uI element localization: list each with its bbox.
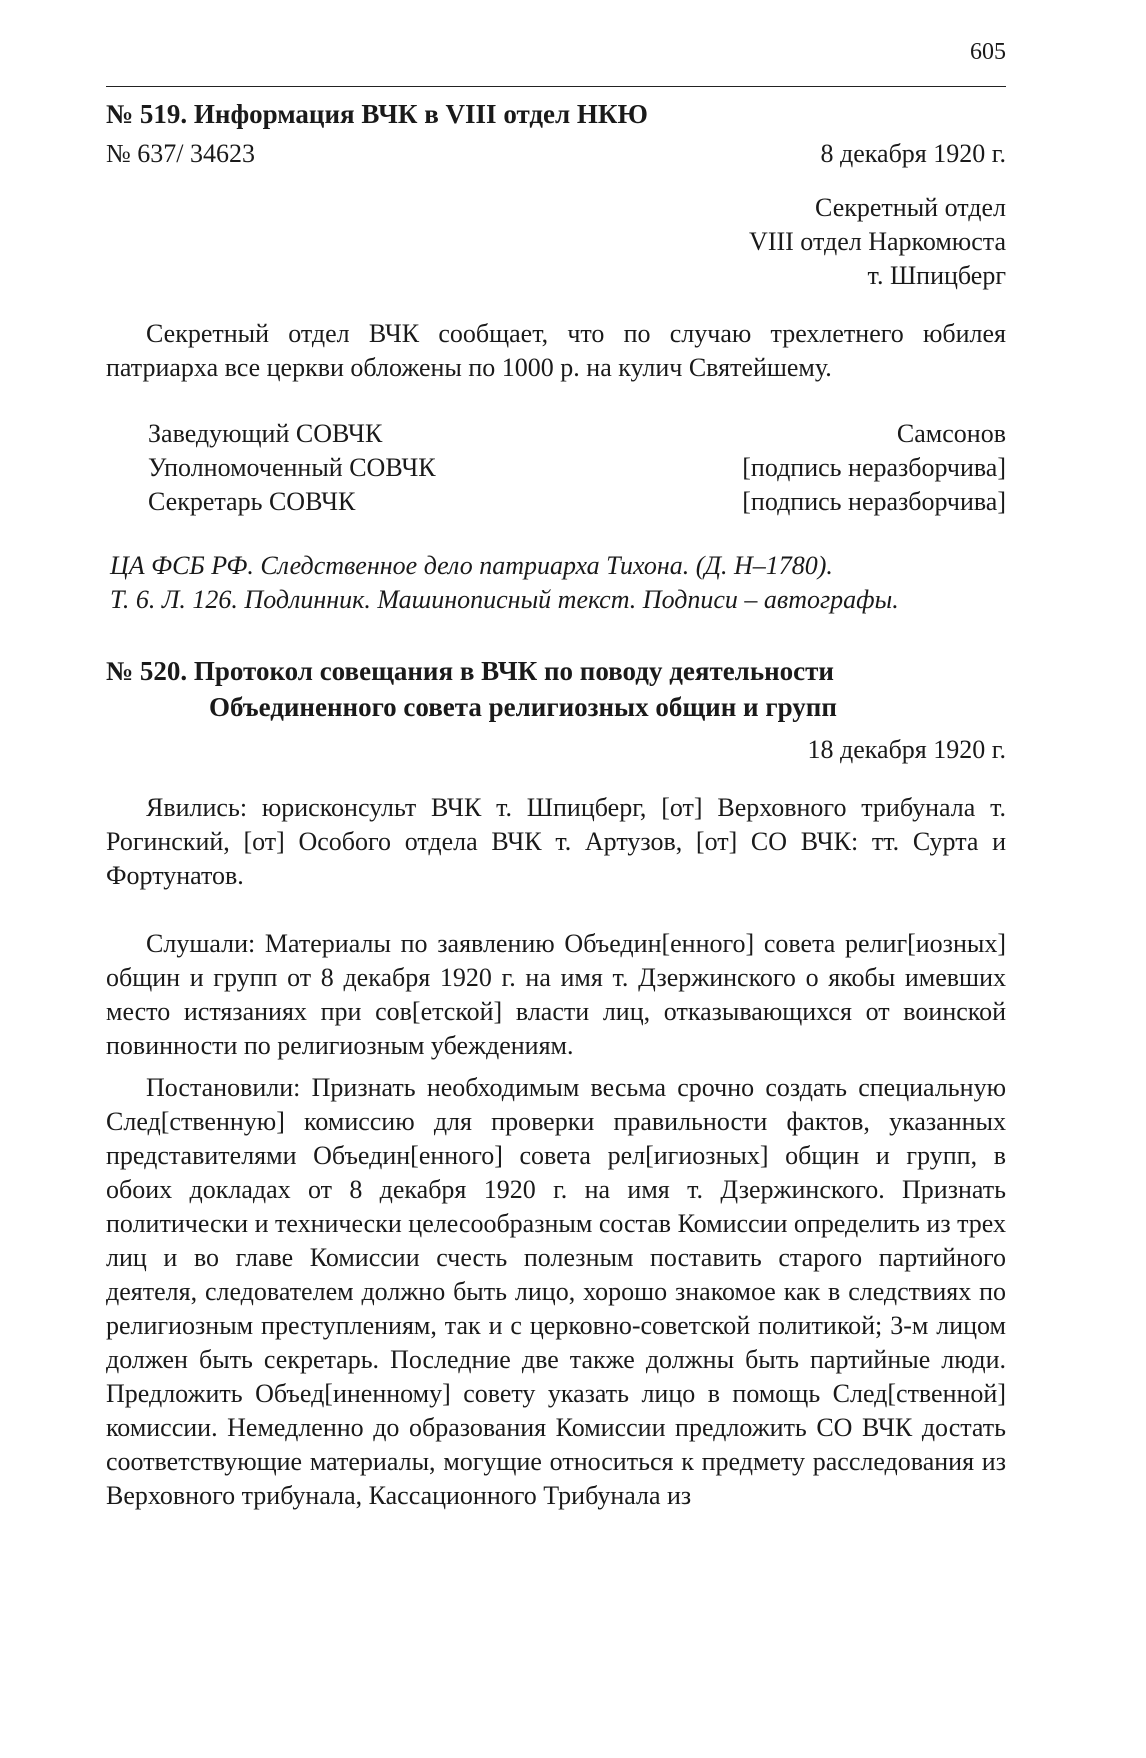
doc519-source-note bbox=[106, 549, 1006, 617]
doc520-present: Явились: юрисконсульт ВЧК т. Шпицберг, [от] Верховного трибунала т. Рогинский, [от] Особого отдела ВЧК т. Артузов, [от] СО ВЧК: тт. Сурта и Фортунатов. bbox=[106, 793, 1006, 890]
doc520-date: 18 декабря 1920 г. bbox=[807, 735, 1006, 764]
signature-role: Заведующий СОВЧК bbox=[148, 419, 383, 448]
signature-row bbox=[148, 417, 1006, 451]
doc520-heading-line: № 520. Протокол совещания в ВЧК по поводу деятельности bbox=[106, 656, 834, 686]
signature-role: Уполномоченный СОВЧК bbox=[148, 453, 436, 482]
signature-row bbox=[148, 451, 1006, 485]
doc519-meta-row bbox=[106, 137, 1006, 171]
doc519-addressee bbox=[106, 191, 1006, 293]
doc519-number: № 637/ 34623 bbox=[106, 139, 256, 168]
signature-name: Самсонов bbox=[896, 419, 1006, 448]
signature-name: [подпись неразборчива] bbox=[742, 487, 1006, 516]
header-rule bbox=[106, 86, 1006, 87]
doc520-heading bbox=[106, 653, 1006, 725]
doc520-heading-line: Объединенного совета религиозных общин и групп bbox=[209, 692, 837, 722]
doc519-body: Секретный отдел ВЧК сообщает, что по случаю трехлетнего юбилея патриарха все церкви обложены по 1000 р. на кулич Святейшему. bbox=[106, 319, 1006, 382]
signature-role: Секретарь СОВЧК bbox=[148, 487, 356, 516]
addressee-line: Секретный отдел bbox=[815, 193, 1006, 222]
doc519-date: 8 декабря 1920 г. bbox=[820, 139, 1006, 168]
doc519-heading: № 519. Информация ВЧК в VIII отдел НКЮ bbox=[106, 99, 648, 129]
signature-name: [подпись неразборчива] bbox=[742, 453, 1006, 482]
doc520-resolved: Постановили: Признать необходимым весьма срочно создать специальную След[ственную] комиссию для проверки правильности фактов, указанных представителями Объедин[енного] совета рел[игиозных] общин и групп, в обоих докладах от 8 декабря 1920 г. на имя т. Дзержинского. Признать политически и технически целесообразным состав Комиссии определить из трех лиц и во главе Комиссии счесть полезным поставить старого партийного деятеля, следователем должно быть лицо, хорошо знакомое как в следствиях по религиозным преступлениям, так и с церковно-советской политикой; 3-м лицом должен быть секретарь. Последние две также должны быть партийные люди. Предложить Объед[иненному] совету указать лицо в помощь След[ственной] комиссии. Немедленно до образования Комиссии предложить СО ВЧК достать соответствующие материалы, могущие относиться к предмету расследования из Верховного трибунала, Кассационного Трибунала из bbox=[106, 1073, 1006, 1510]
source-line: ЦА ФСБ РФ. Следственное дело патриарха Тихона. (Д. Н–1780). bbox=[110, 551, 833, 580]
document-page bbox=[106, 40, 1006, 1513]
page-number: 605 bbox=[970, 39, 1006, 65]
doc520-heard: Слушали: Материалы по заявлению Объедин[енного] совета религ[иозных] общин и групп от 8 декабря 1920 г. на имя т. Дзержинского о якобы имевших место истязаниях при сов[етской] власти лиц, отказывающихся от воинской повинности по религиозным убеждениям. bbox=[106, 929, 1006, 1060]
addressee-line: VIII отдел Наркомюста bbox=[749, 227, 1006, 256]
addressee-line: т. Шпицберг bbox=[867, 261, 1006, 290]
source-line: Т. 6. Л. 126. Подлинник. Машинописный текст. Подписи – автографы. bbox=[110, 585, 899, 614]
doc519-signatures bbox=[106, 417, 1006, 519]
signature-row bbox=[148, 485, 1006, 519]
